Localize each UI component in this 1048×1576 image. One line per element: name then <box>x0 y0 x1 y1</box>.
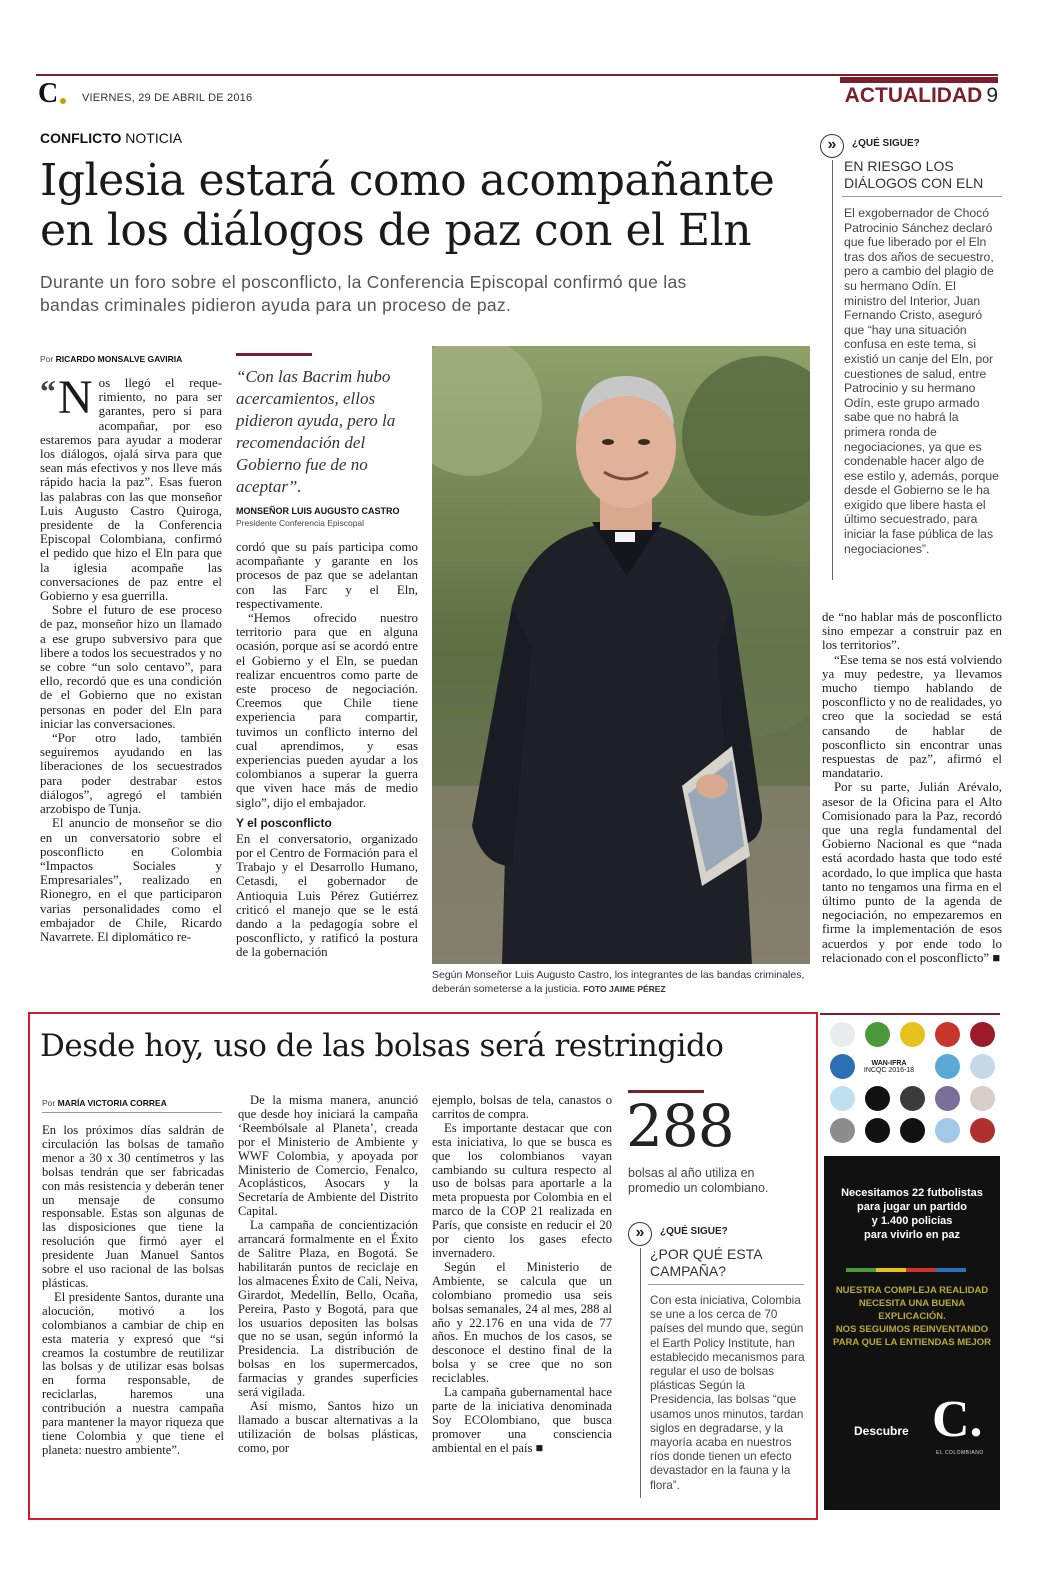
ad-color-bar <box>846 1268 876 1272</box>
paragraph: La campaña de concientización arrancará formalmente en el Éxito de Salitre Plaza, en Bogotá. Se habilitarán puntos de reciclaje en los almacenes Éxito de Cali, Neiva, Girardot, Medellín, Bello, Ocaña, Pereira, Pasto y Bogotá, para que los usuarios depositen las bolsas que no se usan, según informó la Presidencia. La distribución de bolsas en los supermercados, farmacias y grandes superficies será vigilada. <box>238 1218 418 1400</box>
ad-color-dot <box>830 1118 855 1143</box>
section-label: ACTUALIDAD <box>844 84 983 107</box>
box-byline: Por MARÍA VICTORIA CORREA <box>42 1098 167 1108</box>
header-date: VIERNES, 29 DE ABRIL DE 2016 <box>82 92 253 104</box>
ad-color-dots <box>826 1022 1000 1140</box>
ad-color-dot <box>935 1086 960 1111</box>
sidebar-title-rule <box>648 1284 804 1285</box>
photo-credit: FOTO JAIME PÉREZ <box>583 984 666 994</box>
paragraph: “Ese tema se nos está volviendo ya muy pedestre, ya llevamos mucho tiempo hablando de posconflicto y no de realidades, yo creo que la sociedad se está cansando de hablar de posconflicto sin encontrar unas respuestas de paz”, afirmó el mandatario. <box>822 652 1002 781</box>
ad-cta[interactable]: Descubre <box>854 1424 909 1438</box>
stat-number: 288 <box>626 1092 734 1160</box>
ad-color-dot <box>830 1022 855 1047</box>
paragraph: Sobre el futuro de ese proceso de paz, monseñor hizo un llamado a ese grupo subversivo para que libere a todos los secuestrados y no se cobre “un solo centavo”, para ello, recordó que es una condición de el Gobierno que no existan personas en poder del Eln para iniciar las conversaciones. <box>40 603 222 731</box>
el-colombiano-logo-text: EL COLOMBIANO <box>936 1450 984 1456</box>
sidebar-body: Con esta iniciativa, Colombia se une a los cerca de 70 países del mundo que, según el Earth Policy Institute, han establecido mecanismos para regular el uso de bolsas plásticas Según la Presidencia, las bolsas “que usamos unos minutos, tardan siglos en degradarse, y la mayoría acaba en nuestros ríos donde tienen un efecto devastador en la fauna y la flora”. <box>650 1294 805 1492</box>
ad-color-dot <box>970 1118 995 1143</box>
badge-name: WAN-IFRA <box>871 1060 907 1067</box>
badge-edition: INCQC 2016-18 <box>863 1067 915 1074</box>
paragraph: En los próximos días saldrán de circulación las bolsas de tamaño menor a 30 x 30 centímetros y las bolsas tendrán que ser fabricadas con más resistencia y deberán tener un mensaje de consumo responsable. Estas son algunas de las disposiciones que tiene la resolución que firmó ayer el presidente Juan Manuel Santos sobre el uso racional de las bolsas plásticas. <box>42 1123 224 1290</box>
ad-color-dot <box>935 1118 960 1143</box>
paragraph: “Por otro lado, también seguiremos ayudando en las liberaciones de los secuestrados para poder destrabar estos diálogos”, agregó el también arzobispo de Tunja. <box>40 731 222 817</box>
ad-color-bar <box>936 1268 966 1272</box>
paragraph: En el conversatorio, organizado por el Centro de Formación para el Trabajo y el Desarrollo Humano, Cetasdi, el gobernador de Antioquia Luis Pérez Gutiérrez criticó el manejo que se le está dando a la pedagogía sobre el posconflicto, y ratificó la postura de la gobernación <box>236 831 418 960</box>
article-deck <box>40 271 800 317</box>
sidebar-rule <box>832 160 833 580</box>
sidebar-title: ¿POR QUÉ ESTA CAMPAÑA? <box>650 1246 763 1279</box>
deck-line: Durante un foro sobre el posconflicto, la Conferencia Episcopal confirmó que las <box>40 272 687 292</box>
chevron-right-icon: » <box>628 1222 652 1246</box>
pull-quote-title: Presidente Conferencia Episcopal <box>236 518 365 528</box>
subhead: Y el posconflicto <box>236 815 332 830</box>
pull-quote: “Con las Bacrim hubo acercamientos, ellos pidieron ayuda, pero la recomendación del Gobierno fue de no aceptar”. <box>236 367 396 496</box>
ad-color-dot <box>865 1118 890 1143</box>
deck-line: bandas criminales pidieron ayuda para un proceso de paz. <box>40 295 512 315</box>
paragraph: “Hemos ofrecido nuestro territorio para que en alguna ocasión, porque así se acordó entre el Gobierno y el Eln, se puedan realizar encuentros como parte de este proceso de negociación. Creemos que Chile tiene experiencia para compartir, tuvimos un conflicto interno del cual aprendimos, y esas experiencias pueden ayudar a los colombianos a superar la guerra que viven hace más de medio siglo”, dijo el embajador. <box>236 611 418 810</box>
ad-color-dot <box>970 1086 995 1111</box>
box-column-2 <box>238 1094 418 1456</box>
article-headline <box>40 156 820 256</box>
ad-color-bar <box>906 1268 936 1272</box>
box-column-1 <box>42 1124 224 1458</box>
sidebar-label: ¿QUÉ SIGUE? <box>852 138 920 149</box>
newspaper-logo: C <box>38 78 59 109</box>
section-header <box>845 84 998 108</box>
paragraph: Es importante destacar que con esta iniciativa, lo que se busca es que los colombianos vayan cambiando su cultura respecto al uso de bolsas para aportarle a la meta propuesta por Colombia en el marco de la COP 21 realizada en París, que consiste en reducir el 20 por ciento los gases efecto invernadero. <box>432 1120 612 1260</box>
article-column-1 <box>40 371 222 944</box>
article-column-3 <box>822 610 1002 965</box>
article-kicker <box>40 130 182 146</box>
paragraph: De la misma manera, anunció que desde hoy iniciará la campaña ‘Reembólsale al Planeta’, creada por el Ministerio de Ambiente y WWF Colombia, y apoyada por Ministerio de Comercio, Fenalco, Acoplásticos, Asocars y la Secretaría de Ambiente del Distrito Capital. <box>238 1093 418 1219</box>
paragraph: cordó que su país participa como acompañante y garante en los procesos de paz que se adelantan con las Farc y el Eln, respectivamente. <box>236 540 418 611</box>
sidebar-label: ¿QUÉ SIGUE? <box>660 1226 728 1237</box>
kicker-category: CONFLICTO <box>40 130 122 146</box>
quote-mark: “ <box>40 373 56 409</box>
lead-paragraph: “ N os llegó el reque- rimiento, no para ser garantes, pero si para acompañar, por eso estaremos para ayudar a moderar los diálogos, ojalá sirva para que sean más efectivos y nos lleve más rápido hacia la paz”. Esas fueron las palabras con las que monseñor Luis Augusto Castro Quiroga, presidente de la Conferencia Episcopal Colombiana, confirmó el pedido que hizo el Eln para que la iglesia acompañe las conversaciones de paz entre el Gobierno y esa guerrilla. <box>40 371 222 604</box>
ad-headline: Necesitamos 22 futbolistas para jugar un partido y 1.400 policías para vivirlo en paz <box>841 1187 983 1241</box>
ad-panel <box>824 1156 1000 1510</box>
pull-quote-name: MONSEÑOR LUIS AUGUSTO CASTRO <box>236 506 400 516</box>
chevron-right-icon: » <box>820 134 844 158</box>
ad-color-dot <box>900 1086 925 1111</box>
article-column-2 <box>236 540 418 960</box>
pull-quote-rule <box>236 353 312 356</box>
ad-color-dot <box>865 1086 890 1111</box>
section-rule <box>840 77 998 83</box>
byline-rule <box>42 1112 222 1113</box>
logo-dot <box>60 98 66 104</box>
paragraph: Por su parte, Julián Arévalo, asesor de la Oficina para el Alto Comisionado para la Paz, recordó que una regla fundamental del Gobierno Nacional es que “nada está acordado hasta que todo esté acordado, lo que implica que hasta tanto no tengamos una firma en el último punto de la agenda de negociación, no empezaremos en firme la implementación de esos acuerdos y por ende todo lo relacionado con el posconflicto” ■ <box>822 780 1002 965</box>
paragraph: ejemplo, bolsas de tela, canastos o carritos de compra. <box>432 1093 612 1121</box>
ad-color-dot <box>900 1022 925 1047</box>
sidebar-title: EN RIESGO LOS DIÁLOGOS CON ELN <box>844 158 984 191</box>
article-byline: Por RICARDO MONSALVE GAVIRIA <box>40 354 183 364</box>
box-headline: Desde hoy, uso de las bolsas será restringido <box>40 1028 724 1064</box>
el-colombiano-logo: C. <box>932 1391 983 1448</box>
ad-tagline: NUESTRA COMPLEJA REALIDAD NECESITA UNA BUENA EXPLICACIÓN. NOS SEGUIMOS REINVENTANDO PARA QUE LA ENTIENDAS MEJOR <box>833 1285 991 1348</box>
paragraph: Así mismo, Santos hizo un llamado a buscar alternativas a la utilización de bolsas plásticas, como, por <box>238 1398 418 1455</box>
byline-author: RICARDO MONSALVE GAVIRIA <box>55 354 183 364</box>
ad-color-bar <box>876 1268 906 1272</box>
ad-badge <box>862 1060 916 1074</box>
paragraph: La campaña gubernamental hace parte de la iniciativa denominada Soy ECOlombiano, que busca promover una consciencia ambiental en el país ■ <box>432 1385 612 1455</box>
ad-color-dot <box>830 1086 855 1111</box>
priest-photo-illustration <box>432 346 810 964</box>
ad-color-dot <box>970 1054 995 1079</box>
box-column-3 <box>432 1094 612 1456</box>
paragraph: El presidente Santos, durante una alocución, motivó a los colombianos a cambiar de chip en esta materia y expresó que “si creamos la costumbre de reutilizar las bolsas y de utilizar esas bolsas en forma responsable, de reciclarlas, haremos una contribución a nuestra campaña para mantener la mayor riqueza que tiene Colombia y que tiene el planeta: nuestro ambiente”. <box>42 1289 224 1457</box>
ad-top-rule <box>820 1013 1000 1015</box>
ad-color-dot <box>970 1022 995 1047</box>
byline-author: MARÍA VICTORIA CORREA <box>57 1098 167 1108</box>
stat-text: bolsas al año utiliza en promedio un colombiano. <box>628 1166 769 1195</box>
headline-line: en los diálogos de paz con el Eln <box>40 205 752 256</box>
dropcap: N <box>58 371 93 424</box>
ad-color-dot <box>865 1022 890 1047</box>
sidebar-title-rule <box>842 196 1002 197</box>
paragraph: El anuncio de monseñor se dio en un conversatorio sobre el posconflicto en Colombia “Impactos Sociales y Empresariales”, realizado en Rionegro, en el que participaron varias personalidades como el embajador de Chile, Ricardo Navarrete. El diplomático re- <box>40 816 222 944</box>
kicker-type: NOTICIA <box>121 130 183 146</box>
top-rule <box>36 74 998 76</box>
headline-line: Iglesia estará como acompañante <box>40 155 775 206</box>
sidebar-body: El exgobernador de Chocó Patrocinio Sánchez declaró que fue liberado por el Eln tras dos años de secuestro, pero a cambio del plagio de su hermano Odín. El ministro del Interior, Juan Fernando Cristo, aseguró que “hay una situación confusa en este tema, si existió un canje del Eln, por cuestiones de salud, entre Patrocinio y su hermano Odín, este grupo armado sabe que no habrá la primera ronda de negociaciones, ya que es condenable hacer algo de ese estilo y, además, porque desde el Gobierno se le ha exigido que libere hasta el último secuestrado, para iniciar la fase pública de las negociaciones”. <box>844 206 999 556</box>
paragraph: de “no hablar más de posconflicto sino empezar a construir paz en los territorios”. <box>822 610 1002 653</box>
page-number: 9 <box>986 84 998 107</box>
paragraph: Según el Ministerio de Ambiente, se calcula que un colombiano promedio usa seis bolsas semanales, 24 al mes, 288 al año y 22.176 en una vida de 77 años. En muchos de los casos, se desconoce el destino final de la bolsa y se cree que no son reciclables. <box>432 1259 612 1386</box>
photo-caption: Según Monseñor Luis Augusto Castro, los integrantes de las bandas criminales, deberán someterse a la justicia. FOTO JAIME PÉREZ <box>432 969 805 995</box>
sidebar-rule <box>640 1248 641 1498</box>
ad-color-dot <box>935 1054 960 1079</box>
article-photo <box>432 346 810 964</box>
ad-color-dot <box>935 1022 960 1047</box>
ad-color-dot <box>830 1054 855 1079</box>
ad-color-dot <box>900 1118 925 1143</box>
